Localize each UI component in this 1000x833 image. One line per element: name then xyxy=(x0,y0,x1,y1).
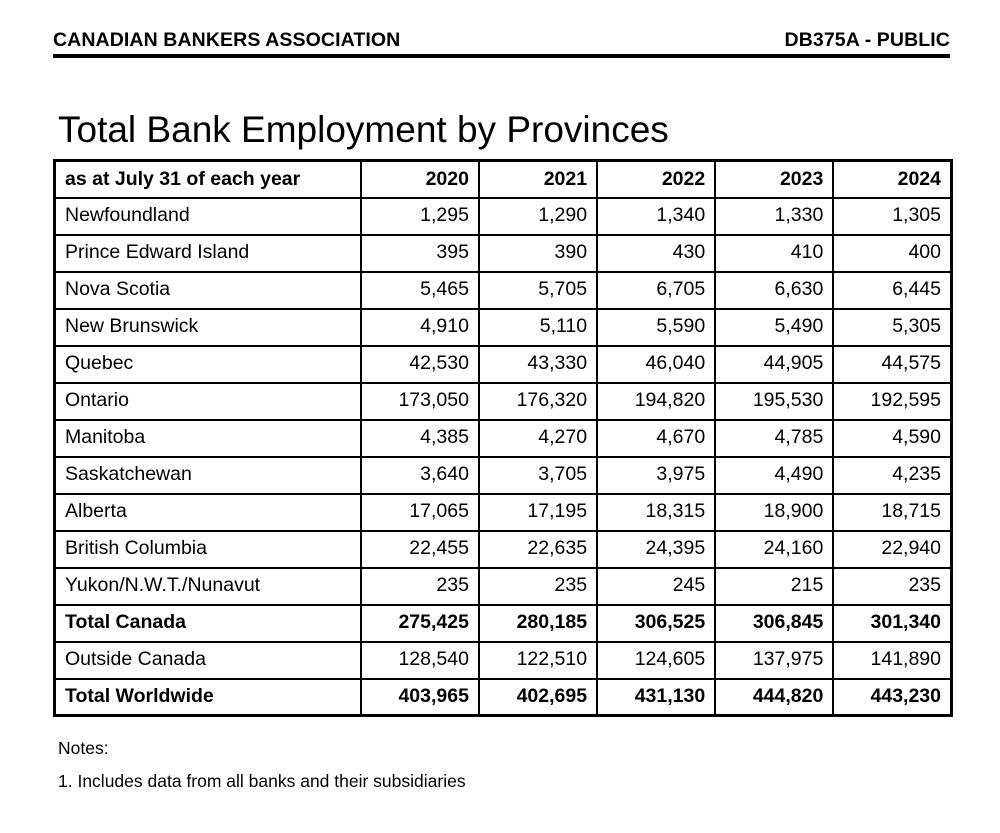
table-cell-value: 176,320 xyxy=(479,383,597,420)
table-cell-value: 235 xyxy=(833,568,951,605)
table-body xyxy=(55,198,952,716)
note-item: 1. Includes data from all banks and their subsidiaries xyxy=(58,771,466,791)
table-cell-value: 4,235 xyxy=(833,457,951,494)
table-cell-value: 122,510 xyxy=(479,642,597,679)
column-header-year: 2022 xyxy=(597,161,715,198)
employment-table-container xyxy=(53,159,953,717)
table-cell-value: 4,785 xyxy=(715,420,833,457)
table-cell-value: 390 xyxy=(479,235,597,272)
table-cell-value: 141,890 xyxy=(833,642,951,679)
row-label: Newfoundland xyxy=(55,198,361,235)
organization-name: CANADIAN BANKERS ASSOCIATION xyxy=(53,29,401,51)
row-label: Prince Edward Island xyxy=(55,235,361,272)
table-cell-value: 42,530 xyxy=(361,346,479,383)
table-row xyxy=(55,605,952,642)
table-cell-value: 17,065 xyxy=(361,494,479,531)
table-cell-value: 6,445 xyxy=(833,272,951,309)
column-header-year: 2021 xyxy=(479,161,597,198)
column-header-period: as at July 31 of each year xyxy=(55,161,361,198)
table-cell-value: 395 xyxy=(361,235,479,272)
table-cell-value: 1,330 xyxy=(715,198,833,235)
employment-table xyxy=(53,159,953,717)
table-cell-value: 173,050 xyxy=(361,383,479,420)
table-cell-value: 1,340 xyxy=(597,198,715,235)
table-head xyxy=(55,161,952,198)
notes-title: Notes: xyxy=(58,738,109,758)
table-cell-value: 46,040 xyxy=(597,346,715,383)
row-label: Nova Scotia xyxy=(55,272,361,309)
table-row xyxy=(55,272,952,309)
table-cell-value: 430 xyxy=(597,235,715,272)
table-cell-value: 6,630 xyxy=(715,272,833,309)
table-cell-value: 306,845 xyxy=(715,605,833,642)
table-cell-value: 5,110 xyxy=(479,309,597,346)
table-cell-value: 192,595 xyxy=(833,383,951,420)
table-row xyxy=(55,383,952,420)
column-header-year: 2024 xyxy=(833,161,951,198)
row-label: Manitoba xyxy=(55,420,361,457)
table-cell-value: 275,425 xyxy=(361,605,479,642)
table-cell-value: 301,340 xyxy=(833,605,951,642)
table-cell-value: 215 xyxy=(715,568,833,605)
table-cell-value: 5,305 xyxy=(833,309,951,346)
table-cell-value: 306,525 xyxy=(597,605,715,642)
table-cell-value: 43,330 xyxy=(479,346,597,383)
table-cell-value: 24,395 xyxy=(597,531,715,568)
row-label: Total Worldwide xyxy=(55,679,361,716)
row-label: British Columbia xyxy=(55,531,361,568)
table-cell-value: 444,820 xyxy=(715,679,833,716)
row-label: New Brunswick xyxy=(55,309,361,346)
column-header-year: 2023 xyxy=(715,161,833,198)
table-cell-value: 3,705 xyxy=(479,457,597,494)
table-cell-value: 24,160 xyxy=(715,531,833,568)
table-cell-value: 128,540 xyxy=(361,642,479,679)
table-cell-value: 18,315 xyxy=(597,494,715,531)
table-row xyxy=(55,420,952,457)
row-label: Saskatchewan xyxy=(55,457,361,494)
table-row xyxy=(55,679,952,716)
table-row xyxy=(55,568,952,605)
table-row xyxy=(55,531,952,568)
table-cell-value: 3,640 xyxy=(361,457,479,494)
table-cell-value: 1,305 xyxy=(833,198,951,235)
column-header-year: 2020 xyxy=(361,161,479,198)
table-cell-value: 18,900 xyxy=(715,494,833,531)
table-cell-value: 4,910 xyxy=(361,309,479,346)
table-row xyxy=(55,198,952,235)
table-cell-value: 6,705 xyxy=(597,272,715,309)
table-cell-value: 5,465 xyxy=(361,272,479,309)
table-cell-value: 4,590 xyxy=(833,420,951,457)
table-cell-value: 194,820 xyxy=(597,383,715,420)
table-cell-value: 1,290 xyxy=(479,198,597,235)
table-cell-value: 5,705 xyxy=(479,272,597,309)
document-header xyxy=(53,30,950,58)
table-cell-value: 410 xyxy=(715,235,833,272)
row-label: Yukon/N.W.T./Nunavut xyxy=(55,568,361,605)
table-header-row xyxy=(55,161,952,198)
table-cell-value: 22,635 xyxy=(479,531,597,568)
document-classification: DB375A - PUBLIC xyxy=(784,29,950,51)
page-title: Total Bank Employment by Provinces xyxy=(58,108,669,150)
table-cell-value: 403,965 xyxy=(361,679,479,716)
table-cell-value: 4,385 xyxy=(361,420,479,457)
table-cell-value: 44,575 xyxy=(833,346,951,383)
row-label: Ontario xyxy=(55,383,361,420)
row-label: Alberta xyxy=(55,494,361,531)
table-row xyxy=(55,494,952,531)
table-cell-value: 44,905 xyxy=(715,346,833,383)
table-cell-value: 431,130 xyxy=(597,679,715,716)
table-cell-value: 4,270 xyxy=(479,420,597,457)
table-cell-value: 22,455 xyxy=(361,531,479,568)
table-cell-value: 400 xyxy=(833,235,951,272)
table-cell-value: 3,975 xyxy=(597,457,715,494)
row-label: Quebec xyxy=(55,346,361,383)
table-cell-value: 17,195 xyxy=(479,494,597,531)
table-cell-value: 5,490 xyxy=(715,309,833,346)
table-cell-value: 443,230 xyxy=(833,679,951,716)
row-label: Outside Canada xyxy=(55,642,361,679)
table-cell-value: 124,605 xyxy=(597,642,715,679)
table-row xyxy=(55,457,952,494)
table-cell-value: 137,975 xyxy=(715,642,833,679)
table-cell-value: 235 xyxy=(479,568,597,605)
table-cell-value: 245 xyxy=(597,568,715,605)
table-row xyxy=(55,309,952,346)
table-cell-value: 18,715 xyxy=(833,494,951,531)
table-cell-value: 22,940 xyxy=(833,531,951,568)
table-cell-value: 195,530 xyxy=(715,383,833,420)
table-row xyxy=(55,642,952,679)
notes-section xyxy=(58,738,938,792)
table-cell-value: 4,490 xyxy=(715,457,833,494)
table-cell-value: 280,185 xyxy=(479,605,597,642)
table-cell-value: 235 xyxy=(361,568,479,605)
table-row xyxy=(55,346,952,383)
table-row xyxy=(55,235,952,272)
table-cell-value: 402,695 xyxy=(479,679,597,716)
table-cell-value: 5,590 xyxy=(597,309,715,346)
row-label: Total Canada xyxy=(55,605,361,642)
table-cell-value: 4,670 xyxy=(597,420,715,457)
table-cell-value: 1,295 xyxy=(361,198,479,235)
